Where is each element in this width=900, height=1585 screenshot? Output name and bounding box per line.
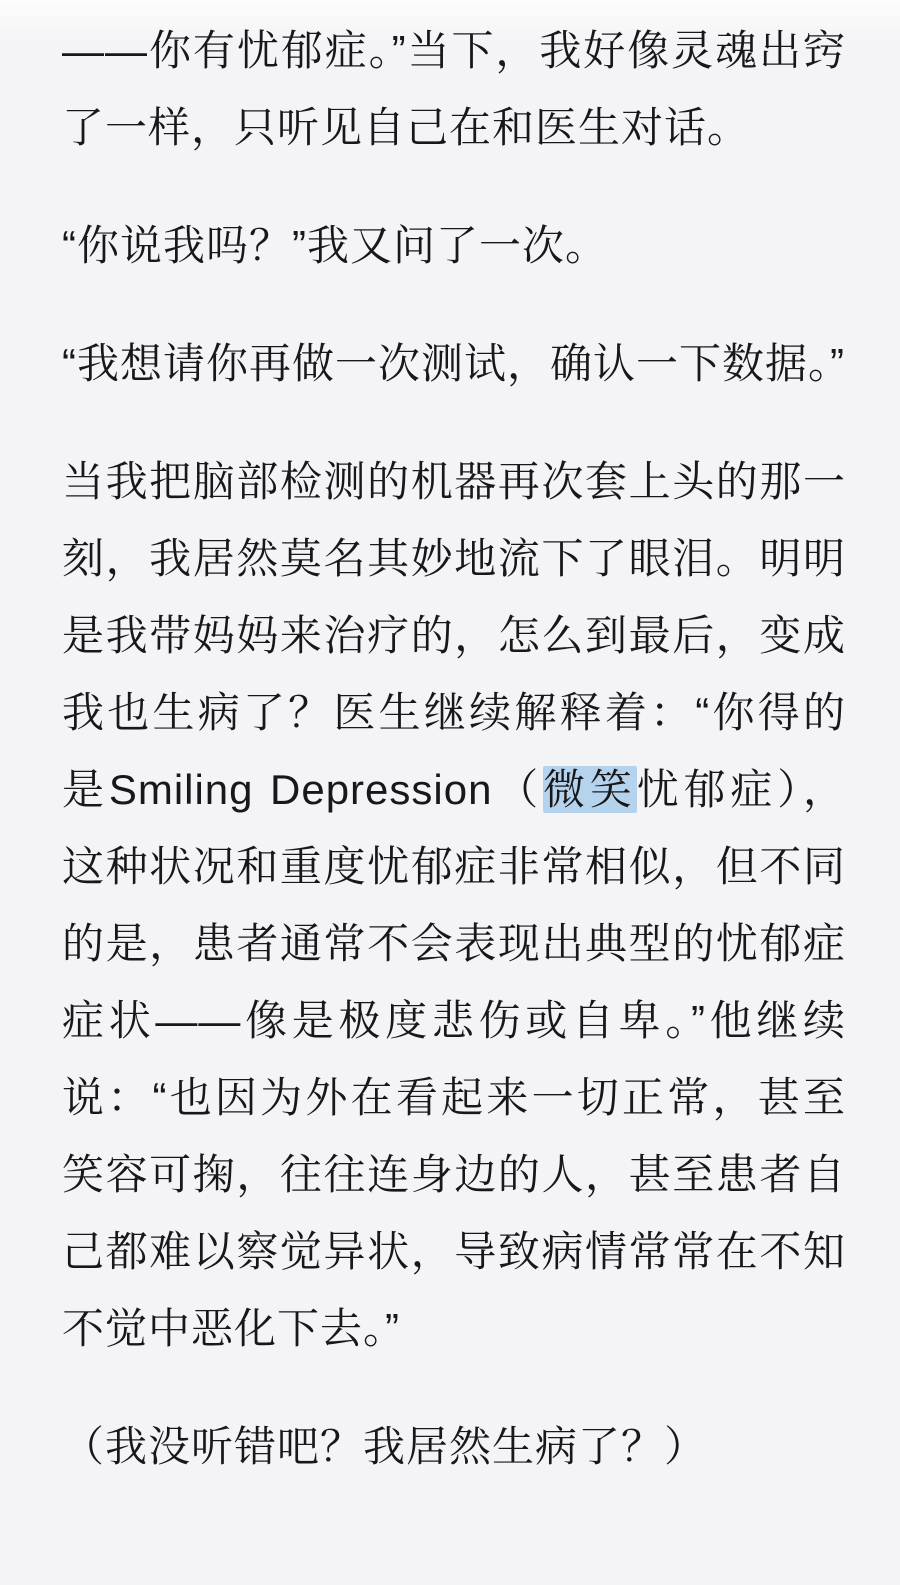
paragraph — [62, 1408, 846, 1485]
highlighted-text[interactable]: 微笑 — [543, 766, 637, 813]
paragraph — [62, 325, 846, 402]
text-segment: ——你有忧郁症。”当下，我好像灵魂出窍了一样，只听见自己在和医生对话。 — [62, 27, 846, 151]
paragraph — [62, 12, 846, 166]
text-segment: “你说我吗？”我又问了一次。 — [62, 222, 608, 269]
text-segment: “我想请你再做一次测试，确认一下数据。” — [62, 340, 845, 387]
text-segment: 忧郁症），这种状况和重度忧郁症非常相似，但不同的是，患者通常不会表现出典型的忧郁症症状——像是极度悲伤或自卑。”他继续说：“也因为外在看起来一切正常，甚至笑容可掬，往往连身边的人，甚至患者自己都难以察觉异状，导致病情常常在不知不觉中恶化下去。” — [62, 766, 846, 1352]
paragraph — [62, 443, 846, 1367]
text-segment: 当我把脑部检测的机器再次套上头的那一刻，我居然莫名其妙地流下了眼泪。明明是我带妈妈来治疗的，怎么到最后，变成我也生病了？医生继续解释着：“你得的是Smiling Depression（ — [62, 458, 846, 813]
paragraph — [62, 207, 846, 284]
article-body — [62, 12, 846, 1485]
text-segment: （我没听错吧？我居然生病了？） — [62, 1423, 708, 1470]
